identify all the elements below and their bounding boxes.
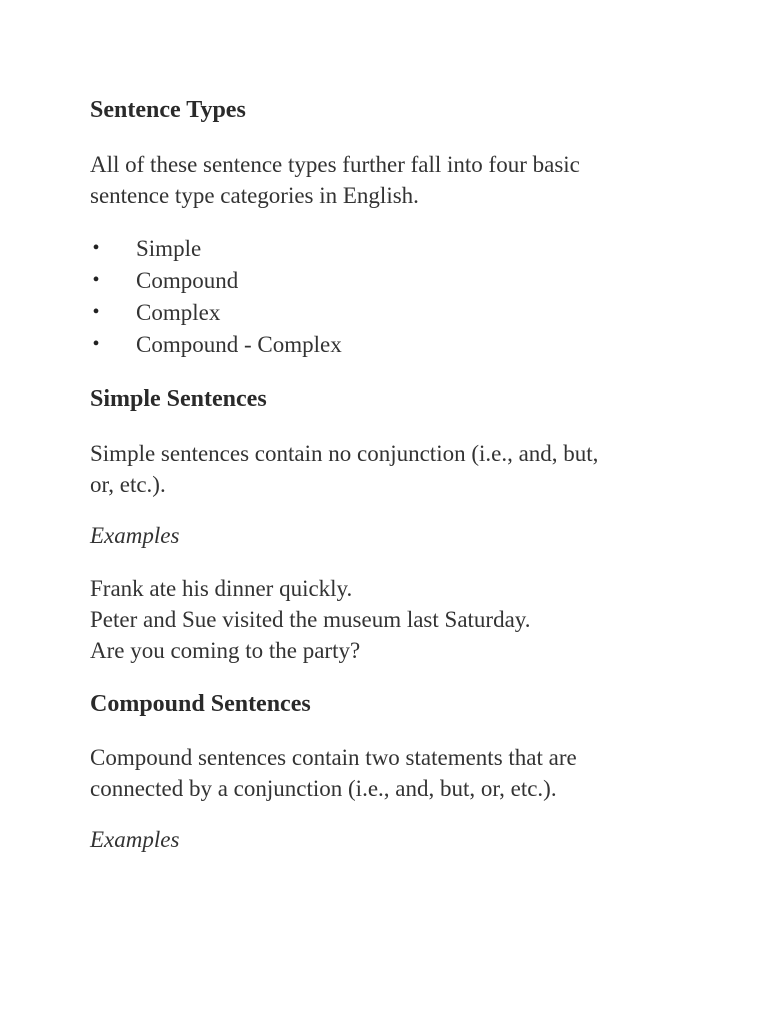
list-item-label: Compound bbox=[136, 268, 239, 293]
example-sentence: Peter and Sue visited the museum last Saturday. bbox=[90, 607, 531, 632]
bullet-icon: • bbox=[92, 333, 100, 355]
description-line: Compound sentences contain two statements that are bbox=[90, 745, 577, 770]
example-sentence: Are you coming to the party? bbox=[90, 638, 361, 663]
description-line: Simple sentences contain no conjunction (i.e., and, but, bbox=[90, 441, 599, 466]
description-line: connected by a conjunction (i.e., and, but, or, etc.). bbox=[90, 776, 557, 801]
bullet-icon: • bbox=[92, 269, 100, 291]
compound-sentences-description bbox=[90, 742, 577, 804]
simple-sentences-description bbox=[90, 438, 598, 500]
simple-examples-list bbox=[90, 573, 531, 666]
heading-sentence-types: Sentence Types bbox=[90, 97, 246, 123]
intro-line: sentence type categories in English. bbox=[90, 183, 419, 208]
list-item-label: Compound - Complex bbox=[136, 332, 342, 357]
heading-compound-sentences: Compound Sentences bbox=[90, 691, 311, 717]
simple-examples-label: Examples bbox=[90, 523, 180, 548]
sentence-types-intro bbox=[90, 149, 580, 211]
bullet-icon: • bbox=[92, 301, 100, 323]
heading-simple-sentences: Simple Sentences bbox=[90, 386, 267, 412]
description-line: or, etc.). bbox=[90, 472, 166, 497]
example-sentence: Frank ate his dinner quickly. bbox=[90, 576, 353, 601]
list-item-label: Simple bbox=[136, 236, 202, 261]
compound-examples-label: Examples bbox=[90, 827, 180, 852]
list-item-label: Complex bbox=[136, 300, 221, 325]
bullet-icon: • bbox=[92, 237, 100, 259]
intro-line: All of these sentence types further fall into four basic bbox=[90, 152, 580, 177]
